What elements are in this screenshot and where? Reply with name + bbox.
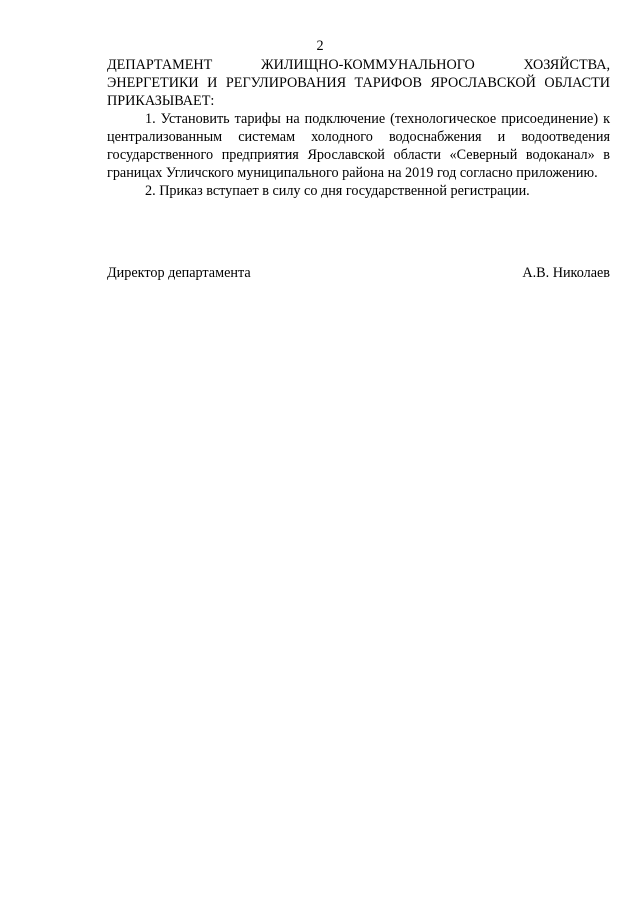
order-item-2: 2. Приказ вступает в силу со дня государственной регистрации. bbox=[145, 183, 530, 199]
document-body bbox=[107, 56, 610, 200]
order-preamble: ДЕПАРТАМЕНТ ЖИЛИЩНО-КОММУНАЛЬНОГО ХОЗЯЙСТВА, ЭНЕРГЕТИКИ И РЕГУЛИРОВАНИЯ ТАРИФОВ ЯРОСЛАВСКОЙ ОБЛАСТИ ПРИКАЗЫВАЕТ: bbox=[107, 57, 610, 109]
order-item-1: 1. Установить тарифы на подключение (технологическое присоединение) к централизованным системам холодного водоснабжения и водоотведения государственного предприятия Ярославской области «Северный водоканал» в границах Угличского муниципального района на 2019 год согласно приложению. bbox=[107, 111, 610, 181]
signatory-name: А.В. Николаев bbox=[522, 265, 610, 281]
signature-block bbox=[107, 264, 610, 282]
page-number: 2 bbox=[316, 38, 324, 54]
signatory-position: Директор департамента bbox=[107, 265, 251, 281]
